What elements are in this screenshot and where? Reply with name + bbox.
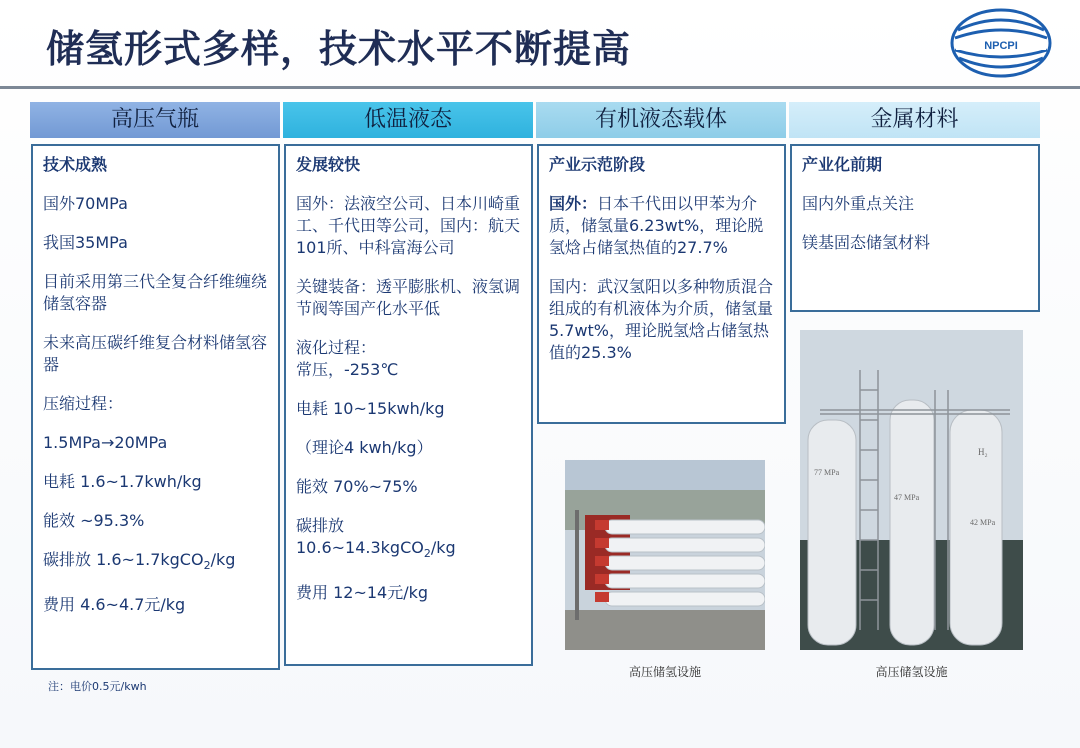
tank-label: H₂ [978, 447, 988, 457]
panel-line: 能效 ~95.3% [43, 511, 145, 530]
theory-line: （理论4 kwh/kg） [296, 438, 433, 457]
carbon-value: 10.6~14.3kgCO$_2$/kg [296, 538, 456, 560]
column-header-high-pressure: 高压气瓶 [30, 102, 280, 138]
metal-material-panel [790, 144, 1040, 312]
logo-text: NPCPI [984, 40, 1018, 52]
power-line: 电耗 10~15kwh/kg [296, 399, 445, 418]
page-title: 储氢形式多样，技术水平不断提高 [46, 27, 632, 71]
panel-line: 国外70MPa [43, 194, 128, 213]
panel-heading: 产业示范阶段 [549, 155, 646, 174]
panel-line: 电耗 1.6~1.7kwh/kg [43, 472, 202, 491]
column-header-cryogenic-liquid: 低温液态 [283, 102, 533, 138]
foreign-line: 国外：日本千代田以甲苯为介质，储氢量6.23wt%，理论脱氢焓占储氢热值的27.7% [549, 194, 764, 257]
tank-label: 47 MPa [894, 493, 920, 502]
organic-liquid-panel [537, 144, 786, 424]
cost-line: 费用 4.6~4.7元/kg [43, 595, 186, 614]
panel-line: 国内外重点关注 [802, 194, 915, 213]
panel-heading: 技术成熟 [43, 155, 108, 174]
cryogenic-liquid-panel [284, 144, 533, 666]
footnote: 注：电价0.5元/kwh [48, 680, 147, 693]
process-label: 液化过程： [296, 338, 377, 357]
photo-caption: 高压储氢设施 [628, 665, 701, 679]
panel-line: 未来高压碳纤维复合材料储氢容器 [43, 333, 268, 374]
photo-caption: 高压储氢设施 [875, 665, 948, 679]
tank-label: 42 MPa [970, 518, 996, 527]
carbon-label: 碳排放 [296, 516, 345, 535]
column-header-organic-liquid: 有机液态载体 [536, 102, 786, 138]
domestic-line: 国内：武汉氢阳以多种物质混合组成的有机液体为介质，储氢量5.7wt%，理论脱氢焓占储氢热值的25.3% [549, 277, 774, 362]
panel-line: 目前采用第三代全复合纤维缠绕储氢容器 [43, 272, 268, 313]
panel-line: 压缩过程： [43, 394, 124, 413]
high-pressure-panel [31, 144, 280, 670]
tank-storage-photo [800, 330, 1023, 650]
column-header-metal-material: 金属材料 [789, 102, 1040, 138]
panel-line: 镁基固态储氢材料 [802, 233, 931, 252]
panel-heading: 发展较快 [296, 155, 361, 174]
panel-line: 国外：法液空公司、日本川崎重工、千代田等公司，国内：航天101所、中科富海公司 [296, 194, 521, 257]
panel-line: 1.5MPa→20MPa [43, 433, 168, 452]
tube-storage-photo [565, 460, 765, 650]
efficiency-line: 能效 70%~75% [296, 477, 418, 496]
cost-line: 费用 12~14元/kg [296, 583, 429, 602]
panel-heading: 产业化前期 [802, 155, 883, 174]
panel-line: 我国35MPa [43, 233, 128, 252]
tank-label: 77 MPa [814, 468, 840, 477]
carbon-emission-line: 碳排放 1.6~1.7kgCO$_2$/kg [43, 550, 236, 572]
title-divider [0, 86, 1080, 89]
npcpi-logo [950, 8, 1052, 78]
panel-line: 关键装备：透平膨胀机、液氢调节阀等国产化水平低 [296, 277, 521, 318]
process-value: 常压，-253℃ [296, 360, 399, 379]
